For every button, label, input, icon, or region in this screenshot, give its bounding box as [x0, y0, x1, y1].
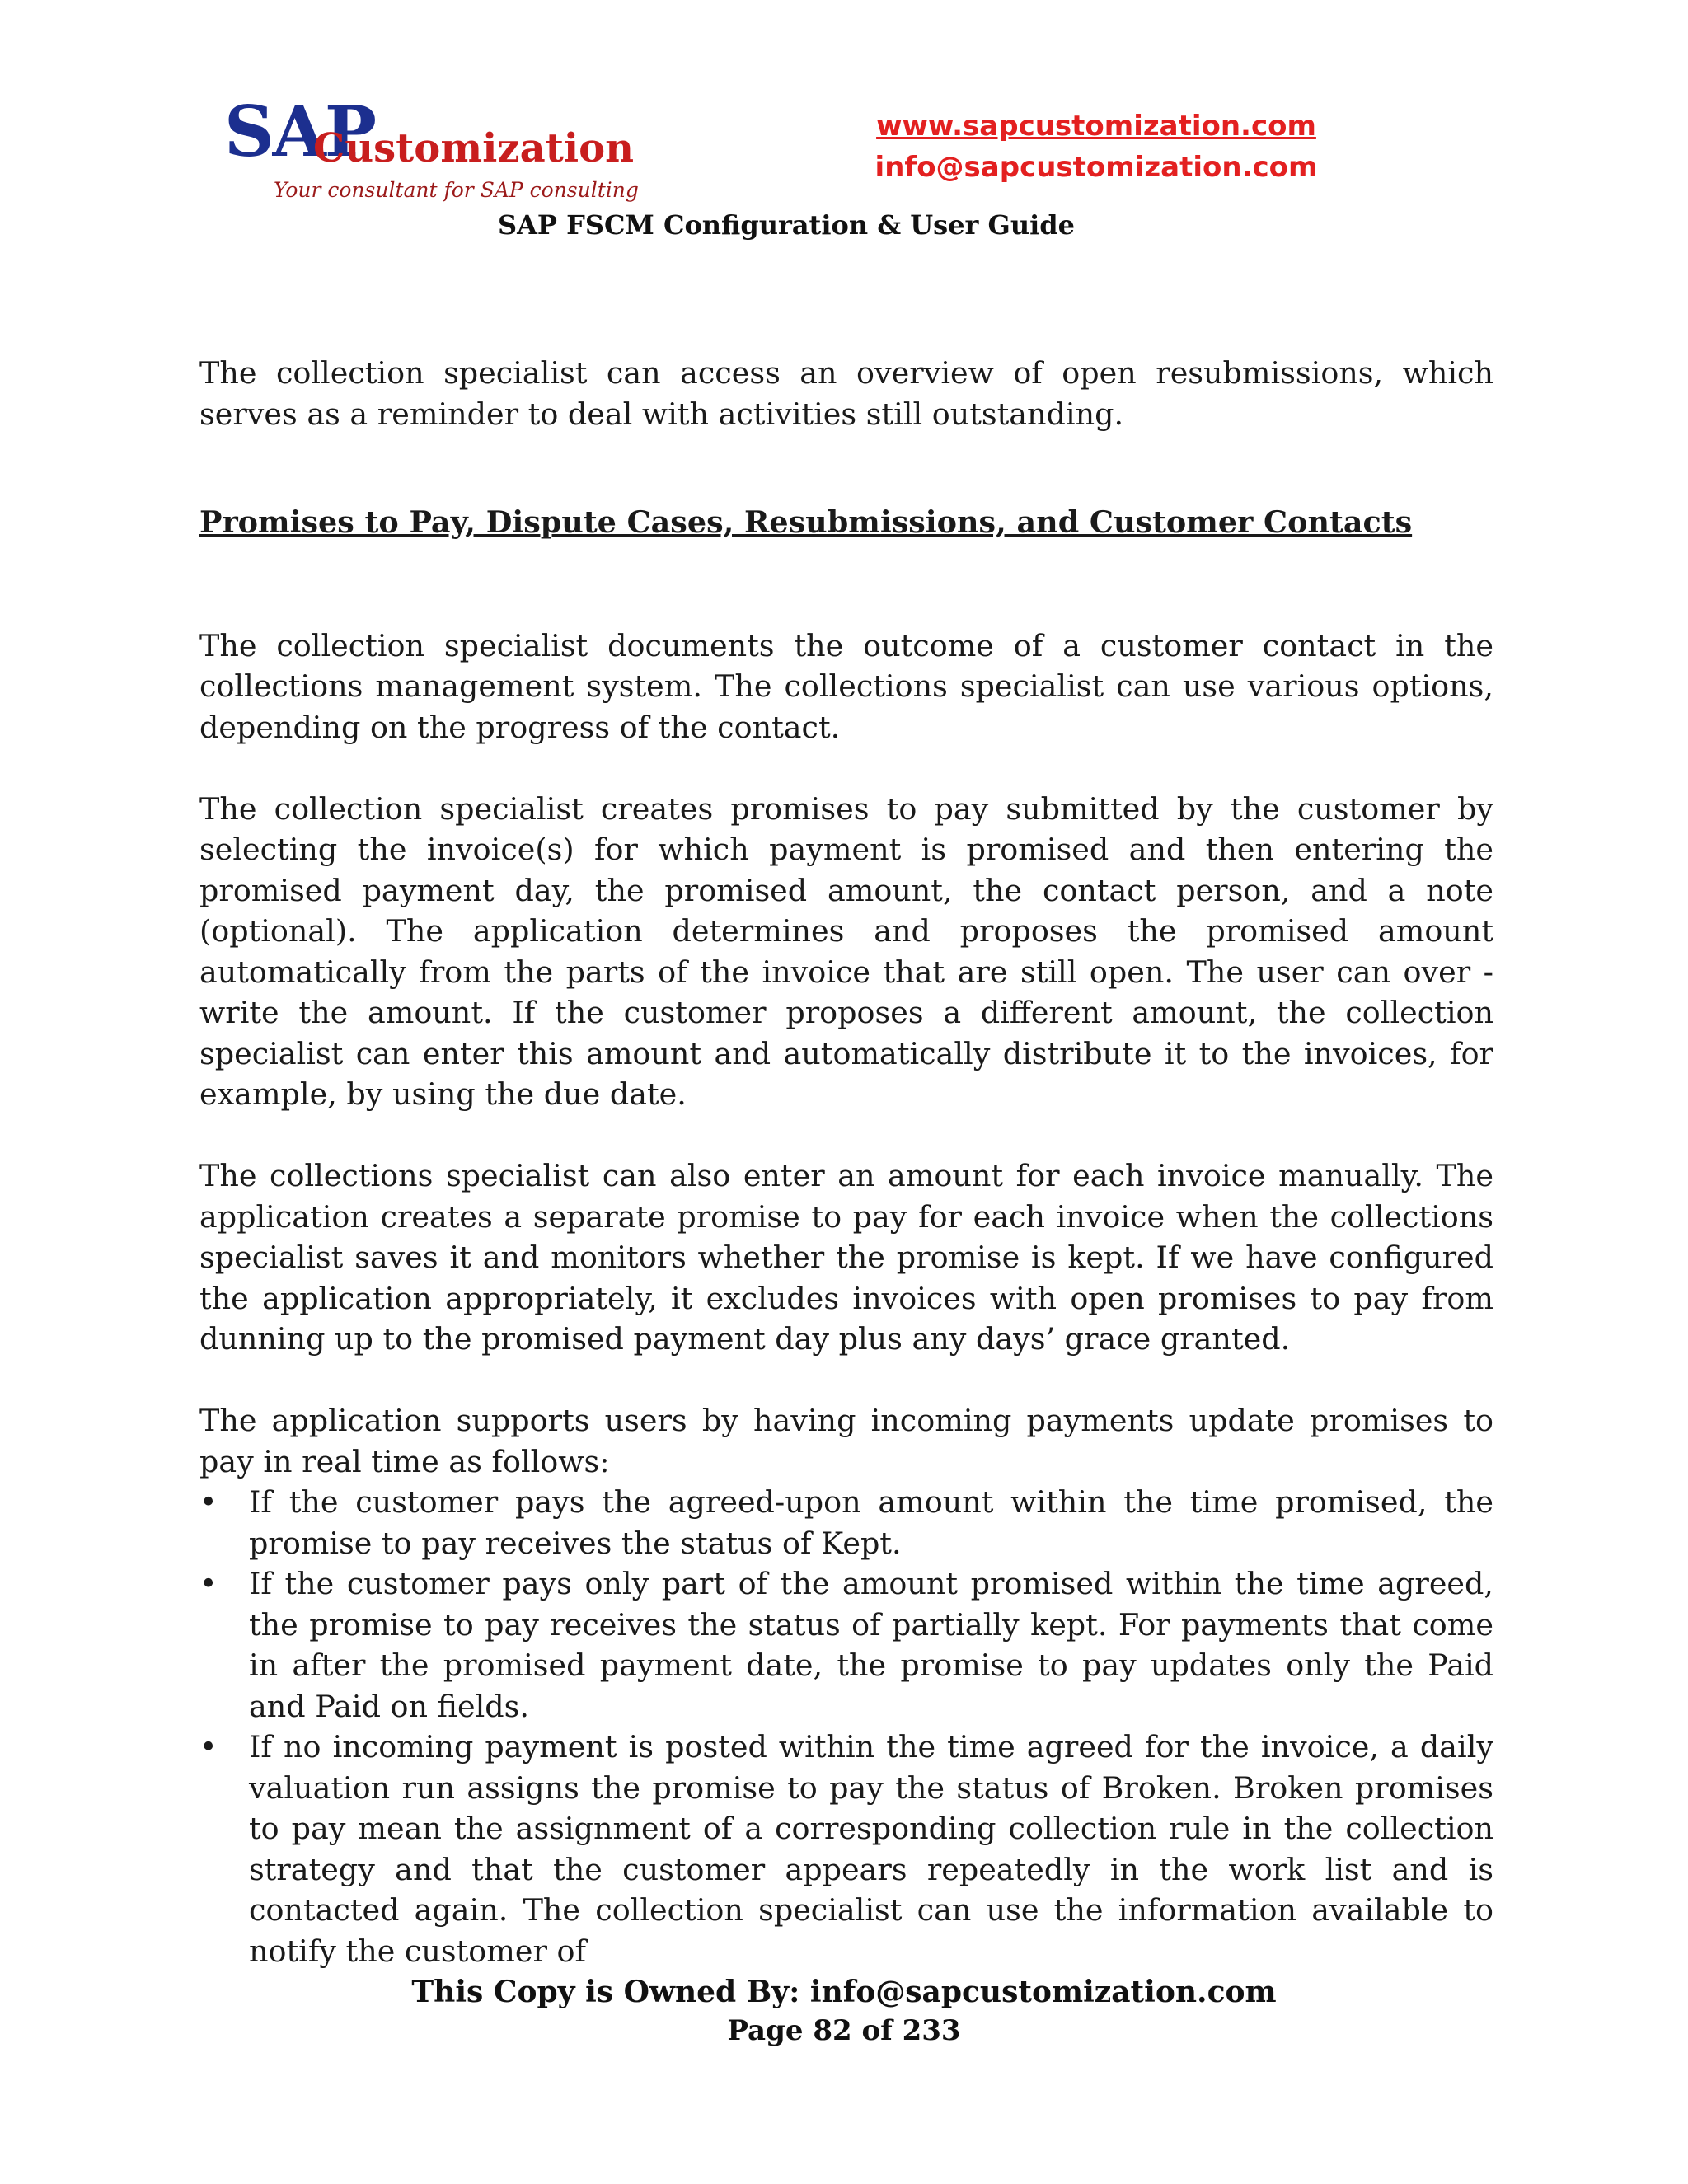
- document-body: [199, 353, 1493, 1971]
- document-title: SAP FSCM Configuration & User Guide: [497, 209, 1076, 241]
- section-heading: Promises to Pay, Dispute Cases, Resubmissions, and Customer Contacts: [199, 504, 1413, 540]
- list-item: [199, 1563, 1493, 1727]
- paragraph-create-promises: The collection specialist creates promises to pay submitted by the customer by selecting the invoice(s) for which payment is promised and then entering the promised payment day, the promised amount, the contact person, and a note (optional). The application determines and proposes the promised amount automatically from the parts of the invoice that are still open. The user can over - write the amount. If the customer proposes a different amount, the collection specialist can enter this amount and automatically distribute it to the invoices, for example, by using the due date.: [199, 790, 1493, 1112]
- bullet-icon: •: [199, 1566, 218, 1601]
- list-item-text: If the customer pays the agreed-upon amount within the time promised, the promise to pay receives the status of Kept.: [249, 1484, 1493, 1561]
- paragraph-customer-contact: The collection specialist documents the outcome of a customer contact in the collections management system. The collections specialist can use various options, depending on the progress of the contact.: [199, 627, 1493, 745]
- logo-sap-text: SAP: [224, 91, 375, 172]
- list-item: [199, 1727, 1493, 1971]
- list-item-text: If no incoming payment is posted within the time agreed for the invoice, a daily valuation run assigns the promise to pay the status of Broken. Broken promises to pay mean the assignment of a corresponding collection rule in the collection strategy and that the customer appears repeatedly in the work list and is contacted again. The collection specialist can use the information available to notify the customer of: [249, 1729, 1493, 1969]
- company-logo: [224, 91, 686, 213]
- email-link[interactable]: info@sapcustomization.com: [874, 151, 1318, 184]
- list-item: [199, 1482, 1493, 1563]
- bullet-icon: •: [199, 1484, 218, 1520]
- paragraph-manual-amount: The collections specialist can also enter an amount for each invoice manually. The application creates a separate promise to pay for each invoice when the collections specialist saves it and monitors whether the promise is kept. If we have configured the application appropriately, it excludes invoices with open promises to pay from dunning up to the promised payment day plus any days’ grace granted.: [199, 1158, 1493, 1357]
- status-bullet-list: [199, 1482, 1493, 1971]
- page-footer: [0, 1971, 1688, 2049]
- list-lead-paragraph: The application supports users by having incoming payments update promises to pay in real time as follows:: [199, 1403, 1493, 1479]
- intro-paragraph: The collection specialist can access an overview of open resubmissions, which serves as a reminder to deal with activities still outstanding.: [199, 355, 1493, 432]
- header-contact: [857, 105, 1335, 188]
- logo-customization-text: Customization: [313, 125, 635, 171]
- footer-owner: This Copy is Owned By: info@sapcustomization.com: [411, 1975, 1277, 2009]
- page-number: Page 82 of 233: [727, 2014, 961, 2047]
- bullet-icon: •: [199, 1729, 218, 1765]
- logo-tagline: Your consultant for SAP consulting: [274, 178, 639, 202]
- website-link[interactable]: www.sapcustomization.com: [876, 110, 1316, 143]
- list-item-text: If the customer pays only part of the amount promised within the time agreed, the promise to pay receives the status of partially kept. For payments that come in after the promised payment date, the promise to pay updates only the Paid and Paid on fields.: [249, 1566, 1493, 1724]
